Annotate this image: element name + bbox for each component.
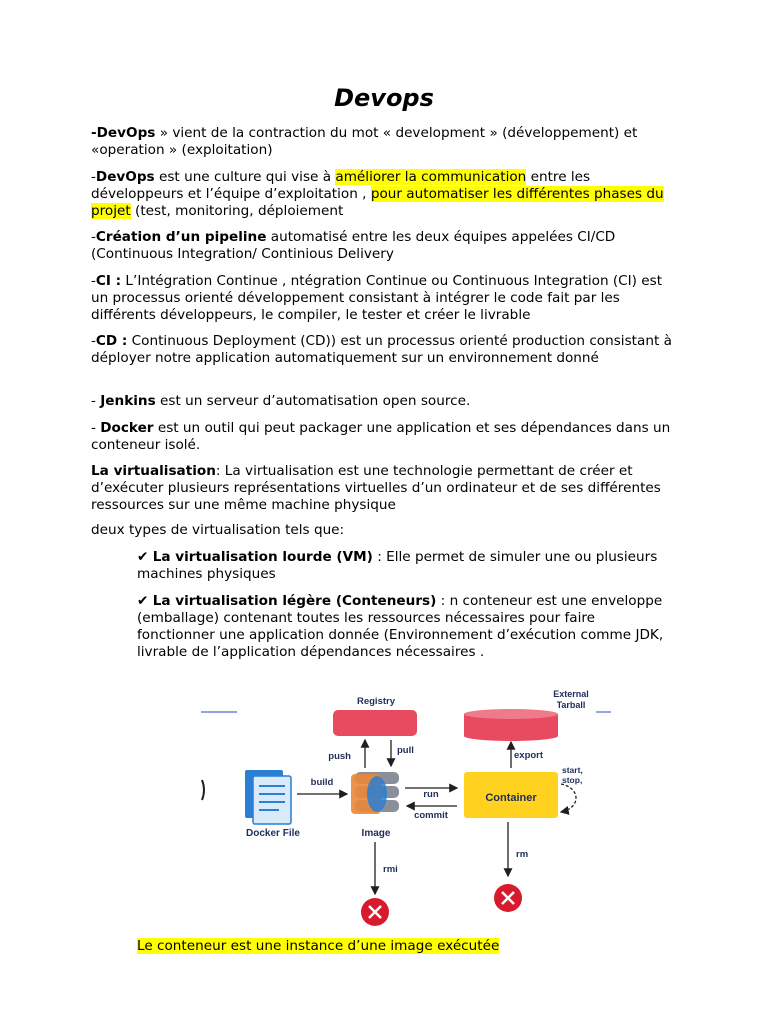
dash: - bbox=[91, 420, 101, 436]
term: DevOps bbox=[95, 169, 155, 185]
container-label: Container bbox=[485, 792, 537, 804]
caption bbox=[137, 938, 677, 955]
run-label: run bbox=[423, 789, 439, 800]
start-stop-loop bbox=[561, 784, 576, 812]
build-label: build bbox=[310, 777, 334, 788]
rm-label: rm bbox=[516, 849, 529, 860]
term: La virtualisation légère (Conteneurs) bbox=[152, 593, 437, 609]
check-icon: ✔ bbox=[137, 549, 153, 565]
paragraph-devops-definition bbox=[91, 125, 681, 159]
image-label: Image bbox=[361, 828, 391, 839]
paragraph-ci bbox=[91, 273, 681, 324]
paragraph-cd bbox=[91, 333, 681, 367]
docker-lifecycle-diagram bbox=[201, 684, 613, 930]
bullet-vm bbox=[137, 549, 677, 583]
term: Docker bbox=[100, 420, 154, 436]
start-label: start, bbox=[562, 765, 583, 775]
registry-box bbox=[333, 710, 417, 736]
tarball-label: Tarball bbox=[556, 700, 586, 710]
term: Jenkins bbox=[100, 393, 156, 409]
check-icon: ✔ bbox=[137, 593, 153, 609]
dash: - bbox=[91, 273, 96, 289]
term: La virtualisation bbox=[91, 463, 216, 479]
paragraph-jenkins bbox=[91, 393, 681, 410]
text: est un outil qui peut packager une application et ses dépendances dans un conteneur isolé. bbox=[91, 420, 671, 453]
export-label: export bbox=[514, 750, 544, 761]
push-label: push bbox=[328, 751, 351, 762]
file-icon bbox=[245, 770, 291, 824]
page-title: Devops bbox=[334, 84, 434, 112]
term: CI : bbox=[95, 273, 122, 289]
text: Continuous Deployment (CD)) est un processus orienté production consistant à déployer notre application automatiquement sur un environnement donné bbox=[91, 333, 672, 366]
text: » vient de la contraction du mot « development » (développement) et «operation » (exploitation) bbox=[91, 125, 638, 158]
term: La virtualisation lourde (VM) bbox=[152, 549, 373, 565]
caption-highlight: Le conteneur est une instance d’une image exécutée bbox=[137, 938, 500, 954]
text: : Elle permet de simuler une ou plusieurs machines physiques bbox=[137, 549, 658, 582]
rmi-label: rmi bbox=[383, 864, 398, 875]
docker-file-label: Docker File bbox=[246, 828, 300, 839]
paragraph-types: deux types de virtualisation tels que: bbox=[91, 522, 345, 538]
text: entre les développeurs et l’équipe d’exploitation , bbox=[91, 169, 591, 202]
artifact-bracket bbox=[202, 780, 204, 800]
stop-label: stop, bbox=[562, 775, 583, 785]
delete-container-icon bbox=[494, 884, 522, 912]
dash: - bbox=[91, 333, 96, 349]
text: (test, monitoring, déploiement bbox=[130, 203, 344, 219]
pull-label: pull bbox=[397, 745, 414, 756]
paragraph-virtualisation bbox=[91, 463, 681, 514]
delete-image-icon bbox=[361, 898, 389, 926]
bullet-containers bbox=[137, 593, 677, 661]
text: automatisé entre les deux équipes appelées CI/CD (Continuous Integration/ Continious Delivery bbox=[91, 229, 616, 262]
highlight: améliorer la communication bbox=[335, 169, 527, 185]
image-stack-icon bbox=[351, 772, 399, 814]
term: -DevOps bbox=[91, 125, 156, 141]
dash: - bbox=[91, 169, 96, 185]
paragraph-devops-culture bbox=[91, 169, 681, 220]
term: Création d’un pipeline bbox=[95, 229, 267, 245]
text: est un serveur d’automatisation open source. bbox=[155, 393, 471, 409]
dash: - bbox=[91, 393, 101, 409]
registry-label: Registry bbox=[356, 696, 396, 707]
text: L’Intégration Continue , ntégration Continue ou Continuous Integration (CI) est un processus orienté développement consistant à intégrer le code fait par les différents développeurs, le compiler, le tester et créer le livrable bbox=[91, 273, 663, 323]
highlight: pour automatiser les différentes phases du projet bbox=[91, 186, 664, 219]
text: est une culture qui vise à bbox=[154, 169, 336, 185]
paragraph-docker bbox=[91, 420, 681, 454]
text: : n conteneur est une enveloppe (emballage) contenant toutes les ressources nécessaires pour faire fonctionner une application donnée (Environnement d’exécution comme JDK, livrable de l’application dépendances nécessaires . bbox=[137, 593, 664, 660]
commit-label: commit bbox=[414, 810, 448, 821]
text: : La virtualisation est une technologie permettant de créer et d’exécuter plusieurs représentations virtuelles d’un ordinateur et de ses différentes ressources sur une même machine physique bbox=[91, 463, 661, 513]
dash: - bbox=[91, 229, 96, 245]
paragraph-pipeline bbox=[91, 229, 681, 263]
tarball-cylinder bbox=[464, 709, 558, 741]
term: CD : bbox=[95, 333, 128, 349]
external-label: External bbox=[553, 689, 589, 699]
